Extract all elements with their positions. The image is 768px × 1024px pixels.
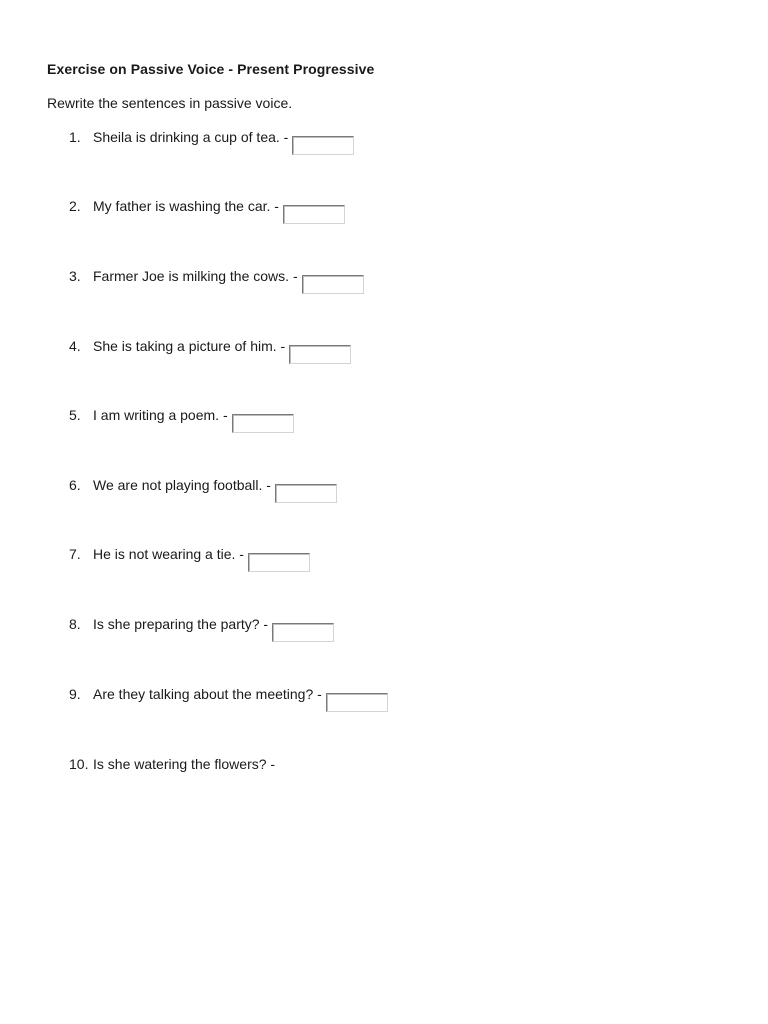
item-sentence: Is she preparing the party? - (93, 616, 269, 632)
item-number: 6. (69, 477, 81, 493)
answer-input-4[interactable] (289, 345, 351, 364)
item-sentence: He is not wearing a tie. - (93, 546, 244, 562)
item-number: 7. (69, 546, 81, 562)
item-row (93, 616, 334, 642)
item-sentence: Are they talking about the meeting? - (93, 686, 322, 702)
worksheet-instructions: Rewrite the sentences in passive voice. (47, 95, 293, 111)
item-row (93, 686, 388, 712)
answer-input-5[interactable] (232, 414, 294, 433)
item-number: 2. (69, 198, 81, 214)
item-number: 8. (69, 616, 81, 632)
item-number: 9. (69, 686, 81, 702)
answer-input-1[interactable] (292, 136, 354, 155)
answer-input-9[interactable] (326, 693, 388, 712)
answer-input-2[interactable] (283, 205, 345, 224)
worksheet-title: Exercise on Passive Voice - Present Progressive (47, 61, 375, 77)
item-sentence: Sheila is drinking a cup of tea. - (93, 129, 289, 145)
answer-input-8[interactable] (272, 623, 334, 642)
item-row (93, 407, 294, 433)
item-sentence: I am writing a poem. - (93, 407, 228, 423)
item-number: 3. (69, 268, 81, 284)
answer-input-3[interactable] (302, 275, 364, 294)
item-row (93, 198, 345, 224)
item-sentence: My father is washing the car. - (93, 198, 279, 214)
item-row (93, 546, 310, 572)
item-number: 10. (69, 756, 89, 772)
item-row (93, 756, 275, 772)
answer-input-6[interactable] (275, 484, 337, 503)
item-row (93, 477, 337, 503)
answer-input-7[interactable] (248, 553, 310, 572)
item-number: 5. (69, 407, 81, 423)
item-row (93, 268, 364, 294)
item-sentence: We are not playing football. - (93, 477, 271, 493)
item-number: 1. (69, 129, 81, 145)
item-row (93, 338, 351, 364)
item-sentence: Is she watering the flowers? - (93, 756, 276, 772)
item-number: 4. (69, 338, 81, 354)
item-sentence: She is taking a picture of him. - (93, 338, 286, 354)
item-sentence: Farmer Joe is milking the cows. - (93, 268, 298, 284)
item-row (93, 129, 354, 155)
